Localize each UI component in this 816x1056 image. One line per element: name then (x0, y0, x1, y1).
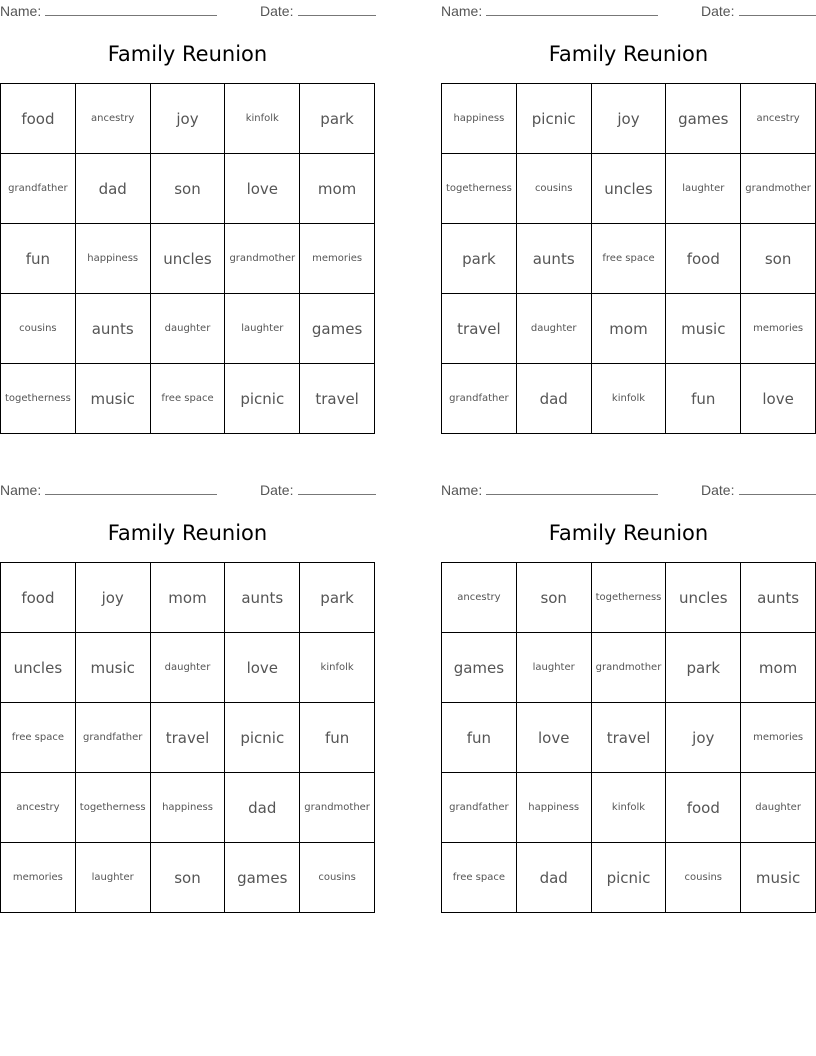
bingo-cell: joy (666, 703, 741, 773)
bingo-cell: cousins (300, 843, 375, 913)
bingo-cell: park (300, 84, 375, 154)
bingo-cell: food (666, 224, 741, 294)
bingo-cell: aunts (76, 294, 151, 364)
bingo-cell: kinfolk (225, 84, 300, 154)
bingo-cell: travel (592, 703, 667, 773)
card-header (0, 0, 375, 22)
bingo-card (0, 0, 375, 440)
name-label: Name: (441, 3, 483, 19)
bingo-cell: mom (741, 633, 816, 703)
bingo-cell: uncles (1, 633, 76, 703)
bingo-grid (0, 83, 375, 434)
bingo-cell: grandfather (442, 773, 517, 843)
bingo-cell: picnic (592, 843, 667, 913)
bingo-cell: laughter (517, 633, 592, 703)
bingo-cell: love (225, 154, 300, 224)
bingo-cell: laughter (76, 843, 151, 913)
bingo-cell: love (517, 703, 592, 773)
bingo-cell: daughter (151, 294, 226, 364)
bingo-cell: uncles (592, 154, 667, 224)
bingo-cell: daughter (151, 633, 226, 703)
date-label: Date: (260, 482, 294, 498)
bingo-cell: free space (592, 224, 667, 294)
bingo-cell: fun (666, 364, 741, 434)
name-line[interactable] (486, 15, 658, 16)
card-title: Family Reunion (548, 42, 709, 66)
bingo-cell: mom (300, 154, 375, 224)
bingo-cell: fun (1, 224, 76, 294)
name-label: Name: (441, 482, 483, 498)
name-line[interactable] (45, 15, 217, 16)
bingo-cell: memories (300, 224, 375, 294)
bingo-grid (0, 562, 375, 913)
bingo-cell: ancestry (1, 773, 76, 843)
bingo-cell: music (76, 364, 151, 434)
date-line[interactable] (739, 494, 816, 495)
bingo-cell: aunts (741, 563, 816, 633)
card-title: Family Reunion (107, 521, 268, 545)
bingo-cell: music (741, 843, 816, 913)
bingo-cell: ancestry (741, 84, 816, 154)
bingo-cell: park (300, 563, 375, 633)
bingo-cell: picnic (225, 703, 300, 773)
bingo-cell: grandmother (300, 773, 375, 843)
bingo-cell: son (517, 563, 592, 633)
bingo-cell: free space (151, 364, 226, 434)
bingo-cell: happiness (517, 773, 592, 843)
bingo-cell: games (300, 294, 375, 364)
name-line[interactable] (486, 494, 658, 495)
card-header (441, 0, 816, 22)
bingo-cell: free space (1, 703, 76, 773)
card-header (441, 479, 816, 501)
bingo-card (441, 479, 816, 919)
bingo-cell: cousins (517, 154, 592, 224)
bingo-cell: joy (592, 84, 667, 154)
date-line[interactable] (298, 494, 376, 495)
bingo-cell: aunts (517, 224, 592, 294)
bingo-cell: uncles (151, 224, 226, 294)
bingo-cell: grandfather (442, 364, 517, 434)
bingo-cell: joy (76, 563, 151, 633)
bingo-card (0, 479, 375, 919)
bingo-cell: joy (151, 84, 226, 154)
bingo-cell: daughter (741, 773, 816, 843)
bingo-cell: son (151, 154, 226, 224)
date-label: Date: (701, 482, 735, 498)
bingo-cell: grandmother (592, 633, 667, 703)
bingo-cell: park (442, 224, 517, 294)
bingo-cell: kinfolk (592, 364, 667, 434)
bingo-cell: travel (300, 364, 375, 434)
bingo-cell: dad (517, 364, 592, 434)
bingo-cell: grandmother (741, 154, 816, 224)
bingo-grid (441, 83, 816, 434)
bingo-cell: daughter (517, 294, 592, 364)
bingo-cell: park (666, 633, 741, 703)
bingo-cell: memories (741, 294, 816, 364)
card-header (0, 479, 375, 501)
bingo-cell: mom (151, 563, 226, 633)
bingo-cell: happiness (442, 84, 517, 154)
bingo-cell: cousins (666, 843, 741, 913)
bingo-cell: uncles (666, 563, 741, 633)
bingo-card (441, 0, 816, 440)
date-line[interactable] (298, 15, 376, 16)
bingo-grid (441, 562, 816, 913)
bingo-cell: mom (592, 294, 667, 364)
bingo-cell: kinfolk (592, 773, 667, 843)
bingo-cell: fun (442, 703, 517, 773)
bingo-cell: ancestry (442, 563, 517, 633)
bingo-cell: dad (76, 154, 151, 224)
bingo-cell: grandfather (76, 703, 151, 773)
bingo-cell: food (1, 84, 76, 154)
bingo-cell: travel (151, 703, 226, 773)
bingo-cell: free space (442, 843, 517, 913)
bingo-cell: fun (300, 703, 375, 773)
name-label: Name: (0, 482, 42, 498)
bingo-cell: dad (225, 773, 300, 843)
card-title: Family Reunion (107, 42, 268, 66)
bingo-cell: aunts (225, 563, 300, 633)
bingo-cell: games (225, 843, 300, 913)
bingo-cell: music (666, 294, 741, 364)
bingo-cell: food (666, 773, 741, 843)
bingo-cell: happiness (76, 224, 151, 294)
bingo-cell: games (666, 84, 741, 154)
bingo-cell: cousins (1, 294, 76, 364)
bingo-cell: dad (517, 843, 592, 913)
bingo-cell: laughter (225, 294, 300, 364)
bingo-cell: love (225, 633, 300, 703)
bingo-cell: music (76, 633, 151, 703)
bingo-cell: togetherness (442, 154, 517, 224)
bingo-cell: kinfolk (300, 633, 375, 703)
bingo-cell: picnic (517, 84, 592, 154)
bingo-cell: togetherness (592, 563, 667, 633)
bingo-cell: travel (442, 294, 517, 364)
bingo-cell: picnic (225, 364, 300, 434)
bingo-cell: memories (1, 843, 76, 913)
card-title: Family Reunion (548, 521, 709, 545)
bingo-cell: food (1, 563, 76, 633)
bingo-cell: son (741, 224, 816, 294)
name-label: Name: (0, 3, 42, 19)
date-label: Date: (701, 3, 735, 19)
bingo-cell: togetherness (76, 773, 151, 843)
bingo-cell: love (741, 364, 816, 434)
bingo-cell: grandfather (1, 154, 76, 224)
bingo-cell: grandmother (225, 224, 300, 294)
date-label: Date: (260, 3, 294, 19)
bingo-cell: laughter (666, 154, 741, 224)
bingo-cell: son (151, 843, 226, 913)
bingo-cell: togetherness (1, 364, 76, 434)
name-line[interactable] (45, 494, 217, 495)
bingo-cell: ancestry (76, 84, 151, 154)
date-line[interactable] (739, 15, 816, 16)
bingo-cell: games (442, 633, 517, 703)
bingo-cell: happiness (151, 773, 226, 843)
bingo-cell: memories (741, 703, 816, 773)
